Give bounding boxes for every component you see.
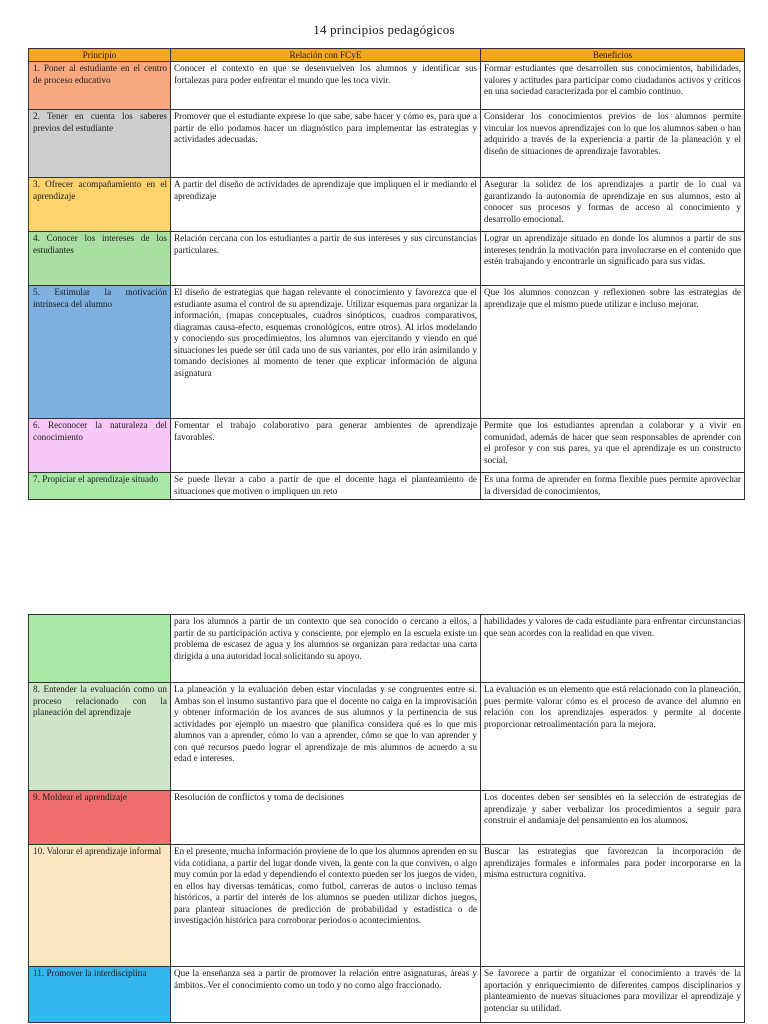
relation-cell: Se puede llevar a cabo a partir de que el docente haga el planteamiento de situaciones que motiven o impliquen un reto: [171, 473, 481, 500]
principle-cell: 5. Estimular la motivación intrínseca del alumno: [29, 286, 171, 419]
table-row: [29, 110, 745, 178]
table-row: [29, 232, 745, 286]
benefit-cell: Se favorece a partir de organizar el conocimiento a través de la aportación y enriquecimiento de diferentes campos disciplinarios y planteamiento de nuevas situaciones para movilizar el aprendizaje y potenciar su utilidad.: [481, 967, 745, 1023]
principle-cell: 6. Reconocer la naturaleza del conocimiento: [29, 419, 171, 473]
header-relacion: Relación con FCyE: [171, 49, 481, 62]
principle-cell: 7. Propiciar el aprendizaje situado: [29, 473, 171, 500]
relation-cell: Resolución de conflictos y toma de decisiones: [171, 791, 481, 845]
benefit-cell: habilidades y valores de cada estudiante para enfrentar circunstancias que sean acordes con la realidad en que viven.: [481, 615, 745, 683]
benefit-cell: Buscar las estrategias que favorezcan la incorporación de aprendizajes formales e informales para poder incorporarse en la misma estructura cognitiva.: [481, 845, 745, 967]
benefit-cell: Asegurar la solidez de los aprendizajes a partir de lo cual va garantizando la autonomía de aprendizaje en sus alumnos, esto al conocer sus procesos y formas de acceso al conocimiento y desarrollo emocional.: [481, 178, 745, 232]
principle-cell: 10. Valorar el aprendizaje informal: [29, 845, 171, 967]
benefit-cell: Considerar los conocimientos previos de los alumnos permite vincular los nuevos aprendizajes con lo que los alumnos saben o han adquirido a través de la experiencia a partir de la planeación y el diseño de situaciones de aprendizaje favorables.: [481, 110, 745, 178]
benefit-cell: Es una forma de aprender en forma flexible pues permite aprovechar la diversidad de conocimientos,: [481, 473, 745, 500]
benefit-cell: Permite que los estudiantes aprendan a colaborar y a vivir en comunidad, además de hacer que sean responsables de aprender con el profesor y con sus pares, ya que el aprendizaje es un constructo social.: [481, 419, 745, 473]
relation-cell: En el presente, mucha información proviene de lo que los alumnos aprenden en su vida cotidiana, a partir del lugar donde viven, la gente con la que conviven, o algo muy común por la edad y dependiendo el contexto pueden ser los juegos de video, en ellos hay diversas temáticas, como futbol, carreras de autos o incluso temas históricos, a partir del interés de los alumnos se pueden utilizar dichos juegos, para plantear situaciones de predicción de probabilidad y estadística o de investigación histórica para corroborar periodos o acontecimientos.: [171, 845, 481, 967]
table-row: [29, 473, 745, 500]
relation-cell: Relación cercana con los estudiantes a partir de sus intereses y sus circunstancias particulares.: [171, 232, 481, 286]
principle-cell: 1. Poner al estudiante en el centro de proceso educativo: [29, 62, 171, 110]
principle-cell: [29, 615, 171, 683]
header-principio: Principio: [29, 49, 171, 62]
header-row: [29, 49, 745, 62]
table-row: [29, 178, 745, 232]
relation-cell: para los alumnos a partir de un contexto que sea conocido o cercano a ellos, a partir de su participación activa y consciente, por ejemplo en la escuela existe un problema de escasez de agua y los alumnos se organizan para redactar una carta dirigida a una autoridad local solicitando su apoyo.: [171, 615, 481, 683]
table-row: [29, 967, 745, 1023]
relation-cell: Conocer el contexto en que se desenvuelven los alumnos y identificar sus fortalezas para poder enfrentar el mundo que les toca vivir.: [171, 62, 481, 110]
benefit-cell: La evaluación es un elemento que está relacionado con la planeación, pues permite valorar cómo es el proceso de avance del alumno en relación con los aprendizajes esperados y permite al docente proporcionar retroalimentación para la mejora.: [481, 683, 745, 791]
relation-cell: Fomentar el trabajo colaborativo para generar ambientes de aprendizaje favorables.: [171, 419, 481, 473]
benefit-cell: Que los alumnos conozcan y reflexionen sobre las estrategias de aprendizaje que el mismo puede utilizar e incluso mejorar.: [481, 286, 745, 419]
benefit-cell: Lograr un aprendizaje situado en donde los alumnos a partir de sus intereses tendrán la motivación para involucrarse en el contenido que estén trabajando y encontrarle un significado para sus vidas.: [481, 232, 745, 286]
principles-table-page-2: [28, 614, 745, 1023]
relation-cell: La planeación y la evaluación deben estar vinculadas y se congruentes entre sí. Ambas son el insumo sustantivo para que el docente no caiga en la improvisación y obtener información de los avances de sus alumnos y la pertinencia de sus actividades por ejemplo un maestro que planifica considera qué es lo que mis alumnos van a aprender, cómo lo van a aprender, cómo se que lo van aprender y con qué recursos puedo lograr el aprendizaje de mis alumnos de acuerdo a su edad e intereses.: [171, 683, 481, 791]
table-row: [29, 845, 745, 967]
principle-cell: 9. Moldear el aprendizaje: [29, 791, 171, 845]
relation-cell: Promover que el estudiante exprese lo que sabe, sabe hacer y cómo es, para que a partir de ello podamos hacer un diagnóstico para implementar las estrategias y actividades adecuadas.: [171, 110, 481, 178]
table-row: [29, 615, 745, 683]
relation-cell: Que la enseñanza sea a partir de promover la relación entre asignaturas, áreas y ámbitos. Ver el conocimiento como un todo y no como algo fraccionado.: [171, 967, 481, 1023]
principle-cell: 4. Conocer los intereses de los estudiantes: [29, 232, 171, 286]
table-row: [29, 286, 745, 419]
table-row: [29, 62, 745, 110]
principle-cell: 11. Promover la interdisciplina: [29, 967, 171, 1023]
benefit-cell: Los docentes deben ser sensibles en la selección de estrategias de aprendizaje y saber verbalizar los procedimientos a seguir para construir el andamiaje del pensamiento en los alumnos.: [481, 791, 745, 845]
benefit-cell: Formar estudiantes que desarrollen sus conocimientos, habilidades, valores y actitudes para participar como ciudadanos activos y críticos en una sociedad caracterizada por el cambio continuo.: [481, 62, 745, 110]
principle-cell: 2. Tener en cuenta los saberes previos del estudiante: [29, 110, 171, 178]
table-row: [29, 683, 745, 791]
relation-cell: A partir del diseño de actividades de aprendizaje que impliquen el ir mediando el aprendizaje: [171, 178, 481, 232]
table-row: [29, 419, 745, 473]
principle-cell: 3. Ofrecer acompañamiento en el aprendizaje: [29, 178, 171, 232]
relation-cell: El diseño de estrategias que hagan relevante el conocimiento y favorezca que el estudiante asuma el control de su aprendizaje. Utilizar esquemas para organizar la información, (mapas conceptuales, cuadros sinópticos, cuadros comparativos, diagramas causa-efecto, esquemas cronológicos, entre otros). Al irlos modelando y conociendo sus procedimientos, los alumnos van ejercitando y viendo en qué situaciones les puede ser útil cada uno de sus variantes, por ello irán asimilando y tomando decisiones al momento de tener que explicar información de alguna asignatura: [171, 286, 481, 419]
principle-cell: 8. Entender la evaluación como un proceso relacionado con la planeación del aprendizaje: [29, 683, 171, 791]
principles-table-page-1: [28, 48, 745, 500]
page-title: 14 principios pedagógicos: [313, 22, 455, 37]
table-row: [29, 791, 745, 845]
header-beneficios: Beneficios: [481, 49, 745, 62]
